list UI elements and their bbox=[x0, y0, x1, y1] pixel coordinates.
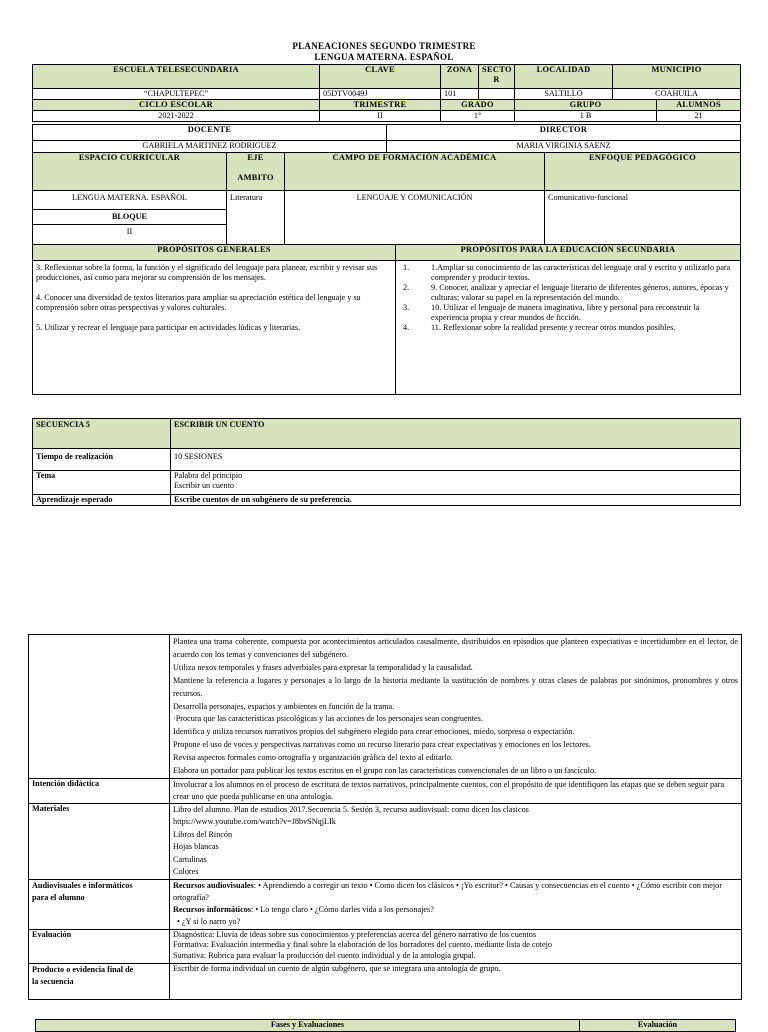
trimestre-label: TRIMESTRE bbox=[320, 100, 441, 111]
criterio: Utiliza nexos temporales y frases adverbiales para expresar la temporalidad y la causalidad. bbox=[173, 662, 473, 672]
grupo-value: 1 B bbox=[515, 111, 657, 122]
bloque-label: BLOQUE bbox=[33, 209, 226, 225]
evaluacion-label: Evaluación bbox=[29, 929, 170, 963]
eje-label: EJE AMBITO bbox=[227, 153, 285, 191]
espacio-value: LENGUA MATERNA. ESPAÑOL bbox=[71, 193, 187, 202]
grado-value: 1° bbox=[441, 111, 515, 122]
tiempo-value: 10 SESIONES bbox=[171, 449, 741, 471]
proposito-general: 5. Utilizar y recrear el lenguaje para participar en actividades lúdicas y literarias. bbox=[36, 323, 301, 332]
audiovisuales-value: Recursos audiovisuales: • Aprendiendo a corregir un texto • Como dicen los clásicos • ¡Yo escritor? • Causas y consecuencias en el cuento • ¿Cómo escribir con mejor ortografía? Recursos informáticos: • Lo tengo claro • ¿Cómo darles vida a los personajes? • ¿Y si lo narro yo? bbox=[170, 879, 742, 929]
propositos-generales-label: PROPÓSITOS GENERALES bbox=[33, 245, 396, 261]
eje-value: Literatura bbox=[227, 191, 285, 245]
grado-label: GRADO bbox=[441, 100, 515, 111]
fases-label: Fases y Evaluaciones bbox=[36, 1020, 580, 1032]
evaluacion-col-label: Evaluación bbox=[580, 1020, 736, 1032]
criterio: Identifica y utiliza recursos narrativos propios del subgénero elegido para crear emociones, miedo, sorpresa o expectación. bbox=[173, 727, 575, 737]
tiempo-label: Tiempo de realización bbox=[33, 449, 171, 471]
campo-value: LENGUAJE Y COMUNICACIÓN bbox=[285, 191, 545, 245]
criterio: Elabora un portador para publicar los textos escritos en el grupo con las características convencionales de un libro o un fascículo. bbox=[173, 766, 597, 776]
secuencia-title: ESCRIBIR UN CUENTO bbox=[171, 419, 741, 449]
bloque-value: II bbox=[126, 227, 133, 236]
ciclo-value: 2021-2022 bbox=[33, 111, 320, 122]
zona-label: ZONA bbox=[441, 65, 479, 89]
producto-label: Producto o evidencia final de la secuencia bbox=[29, 963, 170, 999]
ciclo-label: CICLO ESCOLAR bbox=[33, 100, 320, 111]
evaluacion-item: Formativa: Evaluación intermedia y final sobre la elaboración de los borradores del cuento, mediante lista de cotejo bbox=[173, 940, 552, 950]
proposito-secundaria-item: 1. 1.Ampliar su conocimiento de las características del lenguaje oral y escrito y utilizarlo para comprender y producir textos. bbox=[403, 263, 731, 282]
materiales-list bbox=[170, 803, 742, 879]
material-item: Hojas blancas bbox=[173, 842, 219, 852]
material-link[interactable]: https://www.youtube.com/watch?v=J8bvSNqjLIk bbox=[173, 817, 336, 827]
zona-value: 101 bbox=[441, 89, 479, 100]
producto-value: Escribir de forma individual un cuento de algún subgénero, que se integrara una antología de grupo. bbox=[170, 963, 742, 999]
docente-director-table bbox=[32, 124, 741, 153]
proposito-general: 4. Conocer una diversidad de textos literarios para ampliar su apreciación estética del lenguaje y su comprensión sobre otras perspectivas y valores culturales. bbox=[36, 293, 361, 312]
proposito-secundaria-item: 2. 9. Conocer, analizar y apreciar el lenguaje literario de diferentes géneros, autores, épocas y culturas; valorar su papel en la representación del mundo. bbox=[403, 283, 729, 302]
page-title: PLANEACIONES SEGUNDO TRIMESTRE bbox=[292, 41, 476, 51]
escuela-value: “CHAPULTEPEC” bbox=[33, 89, 320, 100]
evaluacion-list bbox=[170, 929, 742, 963]
director-label: DIRECTOR bbox=[387, 125, 741, 141]
secuencia-table bbox=[32, 418, 741, 506]
material-item: Colores bbox=[173, 867, 199, 876]
aprendizaje-label: Aprendizaje esperado bbox=[33, 495, 171, 506]
campo-label: CAMPO DE FORMACIÓN ACADÉMICA bbox=[285, 153, 545, 191]
tema-label: Tema bbox=[33, 471, 171, 495]
propositos-table bbox=[32, 244, 741, 395]
fases-table bbox=[35, 1019, 736, 1032]
criterios-cell bbox=[170, 635, 742, 779]
clave-label: CLAVE bbox=[320, 65, 441, 89]
docente-value: GABRIELA MARTINEZ RODRIGUEZ bbox=[33, 141, 387, 153]
criterio: Mantiene la referencia a lugares y personajes a lo largo de la historia mediante la sustitución de nombres y otras clases de palabras por sinónimos, pronombres y otros recursos. bbox=[173, 675, 738, 698]
localidad-value: SALTILLO bbox=[515, 89, 613, 100]
intencion-value: Involucrar a los alumnos en el proceso de escritura de textos narrativos, principalmente cuentos, con el propósito de que identifiquen las etapas que se deben seguir para crear uno que pueda publicarse en una antología. bbox=[170, 778, 742, 803]
intencion-label: Intención didáctica bbox=[29, 778, 170, 803]
tema-value: Palabra del principio Escribir un cuento bbox=[171, 471, 741, 495]
audiovisuales-label: Audiovisuales e informáticos para el alumno bbox=[29, 879, 170, 929]
enfoque-label: ENFOQUE PEDAGÓGICO bbox=[545, 153, 741, 191]
proposito-general: 3. Reflexionar sobre la forma, la función y el significado del lenguaje para planear, escribir y revisar sus producciones, así como para mejorar su comprensión de los mensajes. bbox=[36, 263, 378, 282]
page-subtitle: LENGUA MATERNA. ESPAÑOL bbox=[314, 52, 454, 62]
propositos-secundaria bbox=[396, 261, 741, 395]
aprendizaje-value: Escribe cuentos de un subgénero de su preferencia. bbox=[171, 495, 741, 506]
material-item: Libros del Rincón bbox=[173, 829, 233, 839]
materiales-label: Materiales bbox=[29, 803, 170, 879]
proposito-secundaria-item: 4. 11. Reflexionar sobre la realidad presente y recrear otros mundos posibles. bbox=[403, 323, 676, 332]
docente-label: DOCENTE bbox=[33, 125, 387, 141]
municipio-value: COAHUILA bbox=[613, 89, 741, 100]
grupo-label: GRUPO bbox=[515, 100, 657, 111]
curricular-table bbox=[32, 152, 741, 245]
propositos-secundaria-label: PROPÓSITOS PARA LA EDUCACIÓN SECUNDARIA bbox=[396, 245, 741, 261]
school-info-table bbox=[32, 64, 741, 122]
criterio: Revisa aspectos formales como ortografía y organización gráfica del texto al editarlo. bbox=[173, 753, 453, 763]
material-item: Libro del alumno. Plan de estudios 2017.Secuencia 5. Sesión 3, recurso audiovisual: como dicen los clasicos bbox=[173, 804, 529, 814]
criterio: Plantea una trama coherente, compuesta por acontecimientos articulados causalmente, distribuidos en episodios que planteen expectativas e incertidumbre en el lector, de acuerdo con los temas y convenciones del subgénero. bbox=[173, 637, 738, 659]
enfoque-value: Comunicativo-funcional bbox=[545, 191, 741, 245]
criterio: Desarrolla personajes, espacios y ambientes en función de la trama. bbox=[173, 701, 395, 711]
criterio: Propone el uso de voces y perspectivas narrativas como un recurso literario para crear expectativas y emociones en los lectores. bbox=[173, 740, 591, 750]
trimestre-value: II bbox=[320, 111, 441, 122]
propositos-generales bbox=[33, 261, 396, 395]
alumnos-label: ALUMNOS bbox=[657, 100, 741, 111]
espacio-cell bbox=[33, 191, 227, 245]
clave-value: 05DTV0049J bbox=[320, 89, 441, 100]
director-value: MARIA VIRGINIA SAENZ bbox=[387, 141, 741, 153]
espacio-label: ESPACIO CURRICULAR bbox=[33, 153, 227, 191]
secuencia-label: SECUENCIA 5 bbox=[33, 419, 171, 449]
localidad-label: LOCALIDAD bbox=[515, 65, 613, 89]
evaluacion-item: Diagnóstica: Lluvia de ideas sobre sus conocimientos y preferencias acerca del género narrativo de los cuentos bbox=[173, 929, 537, 939]
detalle-table bbox=[28, 634, 742, 1000]
alumnos-value: 21 bbox=[657, 111, 741, 122]
proposito-secundaria-item: 3. 10. Utilizar el lenguaje de manera imaginativa, libre y personal para reconstruir la experiencia propia y crear mundos de ficción. bbox=[403, 303, 700, 322]
sector-label: SECTO R bbox=[479, 65, 515, 89]
escuela-label: ESCUELA TELESECUNDARIA bbox=[33, 65, 320, 89]
municipio-label: MUNICIPIO bbox=[613, 65, 741, 89]
material-item: Cartulinas bbox=[173, 854, 207, 864]
criterio: ·Procura que las características psicológicas y las acciones de los personajes sean congruentes. bbox=[173, 714, 483, 724]
evaluacion-item: Sumativa: Rubrica para evaluar la producción del cuento individual y de la antología grupal. bbox=[173, 950, 476, 960]
